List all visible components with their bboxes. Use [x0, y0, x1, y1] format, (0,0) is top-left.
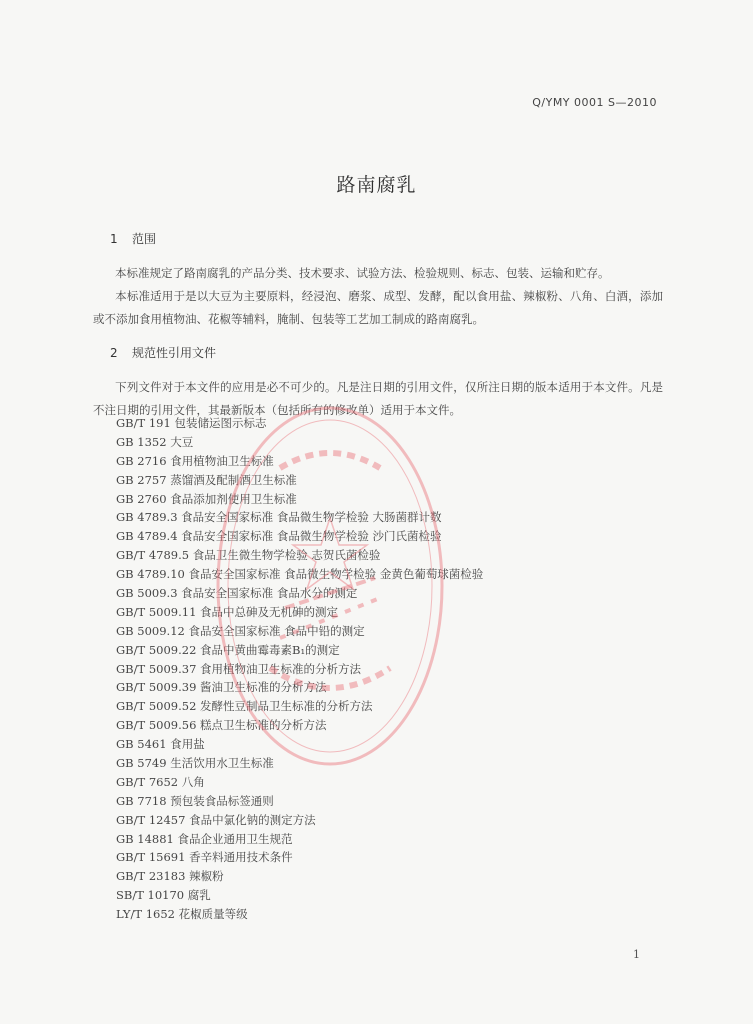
- reference-item: GB/T 5009.37 食用植物油卫生标准的分析方法: [116, 661, 362, 676]
- reference-item: GB/T 5009.56 糕点卫生标准的分析方法: [116, 718, 327, 733]
- reference-item: SB/T 10170 腐乳: [116, 888, 211, 903]
- reference-item: GB 2757 蒸馏酒及配制酒卫生标准: [116, 472, 297, 487]
- reference-item: GB/T 5009.22 食品中黄曲霉毒素B₁的测定: [116, 642, 340, 657]
- reference-item: GB 4789.4 食品安全国家标准 食品微生物学检验 沙门氏菌检验: [116, 529, 442, 544]
- document-title: 路南腐乳: [336, 174, 417, 196]
- standard-code: Q/YMY 0001 S—2010: [532, 96, 657, 109]
- page-number: 1: [633, 948, 640, 961]
- reference-item: GB 2760 食品添加剂使用卫生标准: [116, 491, 297, 506]
- reference-item: GB/T 191 包装储运图示标志: [116, 416, 267, 430]
- reference-item: GB/T 5009.39 酱油卫生标准的分析方法: [116, 680, 327, 695]
- scope-paragraph-1: [93, 262, 663, 285]
- reference-item: GB/T 23183 辣椒粉: [116, 869, 224, 884]
- reference-item: GB 4789.10 食品安全国家标准 食品微生物学检验 金黄色葡萄球菌检验: [116, 567, 484, 582]
- paragraph-text: 下列文件对于本文件的应用是必不可少的。凡是注日期的引用文件，仅所注日期的版本适用于本文件。凡是不注日期的引用文件，其最新版本（包括所有的修改单）适用于本文件。: [93, 380, 663, 417]
- reference-item: GB/T 12457 食品中氯化钠的测定方法: [116, 812, 316, 827]
- paragraph-text: 本标准规定了路南腐乳的产品分类、技术要求、试验方法、检验规则、标志、包装、运输和贮存。: [115, 266, 610, 280]
- section-1-heading: [110, 230, 156, 247]
- section-number: 2: [110, 346, 118, 360]
- section-number: 1: [110, 232, 118, 246]
- reference-item: GB 5009.3 食品安全国家标准 食品水分的测定: [116, 586, 358, 601]
- reference-item: GB/T 5009.11 食品中总砷及无机砷的测定: [116, 604, 339, 619]
- reference-item: GB 5009.12 食品安全国家标准 食品中铅的测定: [116, 623, 365, 638]
- reference-item: GB/T 5009.52 发酵性豆制品卫生标准的分析方法: [116, 699, 373, 714]
- reference-item: GB/T 4789.5 食品卫生微生物学检验 志贺氏菌检验: [116, 548, 381, 563]
- section-2-heading: [110, 344, 216, 361]
- reference-item: GB 14881 食品企业通用卫生规范: [116, 831, 293, 846]
- reference-item: GB/T 15691 香辛料通用技术条件: [116, 850, 293, 865]
- reference-item: GB 1352 大豆: [116, 434, 194, 449]
- reference-item: GB 2716 食用植物油卫生标准: [116, 453, 274, 468]
- section-title: 规范性引用文件: [132, 346, 217, 360]
- reference-item: GB/T 7652 八角: [116, 774, 205, 789]
- reference-item: GB 5461 食用盐: [116, 737, 205, 752]
- scope-paragraph-2: [93, 285, 663, 331]
- paragraph-text: 本标准适用于是以大豆为主要原料，经浸泡、磨浆、成型、发酵，配以食用盐、辣椒粉、八角、白酒，添加或不添加食用植物油、花椒等辅料，腌制、包装等工艺加工制成的路南腐乳。: [93, 289, 663, 326]
- reference-item: GB 7718 预包装食品标签通则: [116, 793, 274, 808]
- reference-list: [116, 414, 483, 924]
- reference-item: GB 4789.3 食品安全国家标准 食品微生物学检验 大肠菌群计数: [116, 510, 442, 525]
- reference-item: LY/T 1652 花椒质量等级: [116, 907, 248, 922]
- section-title: 范围: [132, 232, 157, 246]
- reference-item: GB 5749 生活饮用水卫生标准: [116, 756, 274, 771]
